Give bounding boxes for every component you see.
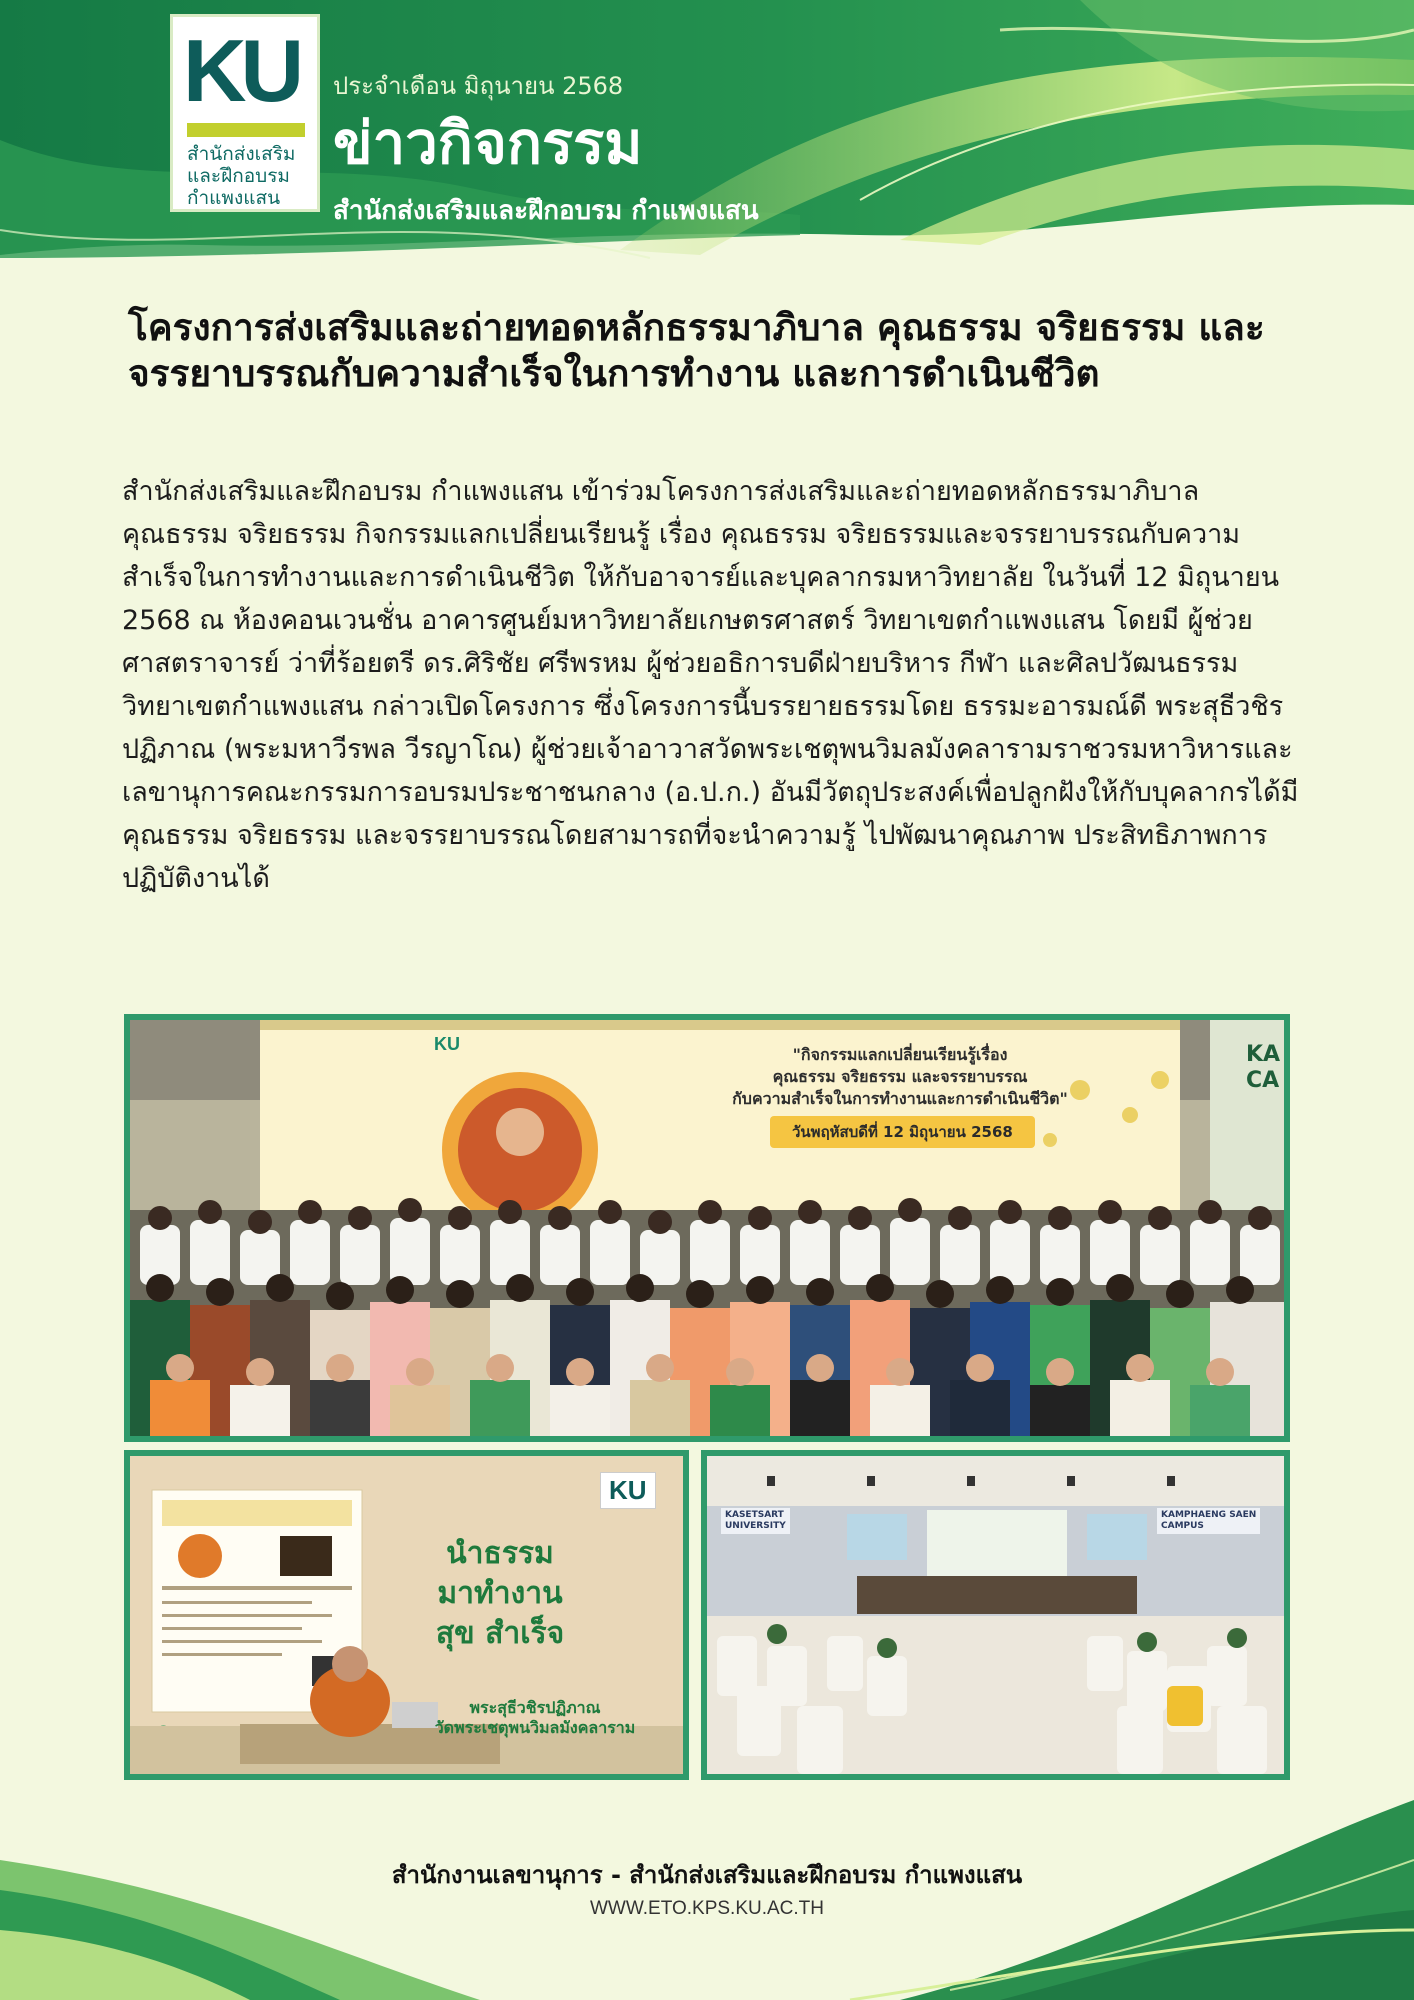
logo-org-name: สำนักส่งเสริม และฝึกอบรม กำแพงแสน xyxy=(187,143,296,209)
group-photo xyxy=(124,1014,1290,1442)
article-headline: โครงการส่งเสริมและถ่ายทอดหลักธรรมาภิบาล คุณธรรม จริยธรรม และจรรยาบรรณกับความสำเร็จในการทำงาน และการดำเนินชีวิต xyxy=(128,306,1265,395)
ku-logo xyxy=(170,14,320,212)
banner-ku-logo: KU xyxy=(600,1472,656,1509)
newsletter-title: ข่าวกิจกรรม xyxy=(333,109,643,177)
hall-sign-left: KASETSART UNIVERSITY xyxy=(721,1508,790,1534)
issue-month: ประจำเดือน มิถุนายน 2568 xyxy=(333,72,624,100)
header-banner xyxy=(0,0,1414,265)
article-body: สำนักส่งเสริมและฝึกอบรม กำแพงแสน เข้าร่วมโครงการส่งเสริมและถ่ายทอดหลักธรรมาภิบาล คุณธรรม จริยธรรม กิจกรรมแลกเปลี่ยนเรียนรู้ เรื่อง คุณธรรม จริยธรรมและจรรยาบรรณกับความสำเร็จในการทำงานและการดำเนินชีวิต ให้กับอาจารย์และบุคลากรมหาวิทยาลัย ในวันที่ 12 มิถุนายน 2568 ณ ห้องคอนเวนชั่น อาคารศูนย์มหาวิทยาลัยเกษตรศาสตร์ วิทยาเขตกำแพงแสน โดยมี ผู้ช่วยศาสตราจารย์ ว่าที่ร้อยตรี ดร.ศิริชัย ศรีพรหม ผู้ช่วยอธิการบดีฝ่ายบริหาร กีฬา และศิลปวัฒนธรรมวิทยาเขตกำแพงแสน กล่าวเปิดโครงการ ซึ่งโครงการนี้บรรยายธรรมโดย ธรรมะอารมณ์ดี พระสุธีวชิรปฏิภาณ (พระมหาวีรพล วีรญาโณ) ผู้ช่วยเจ้าอาวาสวัดพระเชตุพนวิมลมังคลารามราชวรมหาวิหารและเลขานุการคณะกรรมการอบรมประชาชนกลาง (อ.ป.ก.) อันมีวัตถุประสงค์เพื่อปลูกฝังให้กับบุคลากรได้มีคุณธรรม จริยธรรม และจรรยาบรรณโดยสามารถที่จะนำความรู้ ไปพัฒนาคุณภาพ ประสิทธิภาพการปฏิบัติงานได้ xyxy=(122,476,1299,894)
logo-accent-bar xyxy=(187,123,305,137)
slide-date: วันพฤหัสบดีที่ 12 มิถุนายน 2568 xyxy=(770,1116,1035,1148)
slide-ku-logo: KU xyxy=(434,1034,460,1054)
newsletter-subtitle: สำนักส่งเสริมและฝึกอบรม กำแพงแสน xyxy=(333,196,759,226)
banner-monk-name: พระสุธีวชิรปฏิภาณ วัดพระเชตุพนวิมลมังคลาราม xyxy=(434,1698,636,1737)
banner-slogan: นำธรรม มาทำงาน สุข สำเร็จ xyxy=(435,1536,565,1651)
logo-ku-letters: KU xyxy=(183,21,299,120)
hall-photo-scene xyxy=(707,1456,1284,1774)
hall-photo xyxy=(701,1450,1290,1780)
slide-title: "กิจกรรมแลกเปลี่ยนเรียนรู้เรื่อง คุณธรรม จริยธรรม และจรรยาบรรณ กับความสำเร็จในการทำงานและการดำเนินชีวิต" xyxy=(732,1045,1068,1108)
footer-url[interactable]: WWW.ETO.KPS.KU.AC.TH xyxy=(590,1898,824,1919)
side-sign: KA CA xyxy=(1242,1040,1284,1096)
footer-org: สำนักงานเลขานุการ - สำนักส่งเสริมและฝึกอบรม กำแพงแสน xyxy=(391,1861,1023,1889)
hall-sign-right: KAMPHAENG SAEN CAMPUS xyxy=(1157,1508,1260,1534)
banner-photo xyxy=(124,1450,689,1780)
